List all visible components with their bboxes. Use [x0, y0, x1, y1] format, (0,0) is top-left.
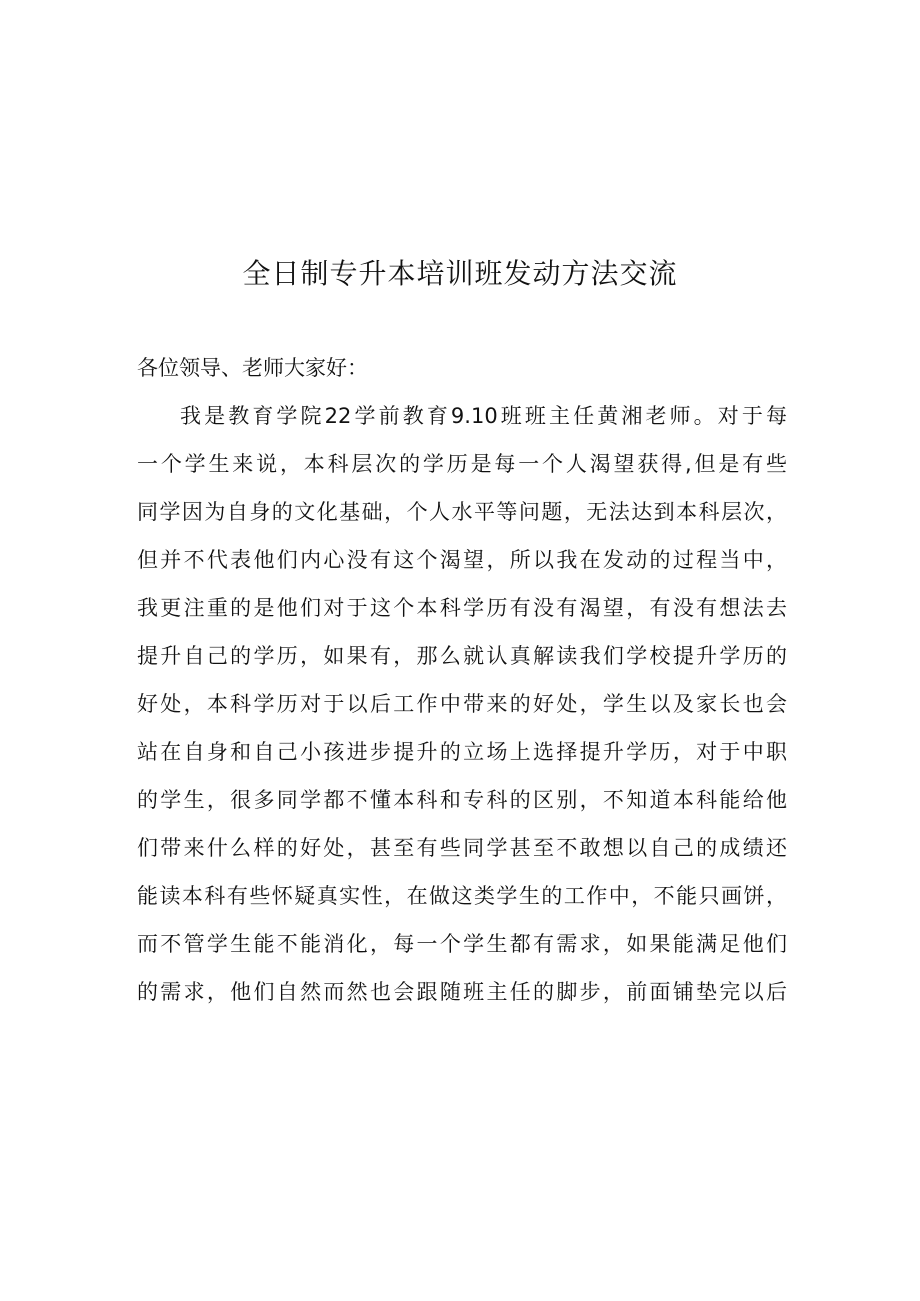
document-title: 全日制专升本培训班发动方法交流 [242, 257, 678, 290]
body-line: 提升自己的学历，如果有，那么就认真解读我们学校提升学历的 [137, 644, 787, 668]
body-line: 好处，本科学历对于以后工作中带来的好处，学生以及家长也会 [137, 692, 787, 716]
body-line: 能读本科有些怀疑真实性，在做这类学生的工作中，不能只画饼， [137, 884, 787, 908]
body-line: 们带来什么样的好处，甚至有些同学甚至不敢想以自己的成绩还 [137, 836, 787, 860]
body-line: 的需求，他们自然而然也会跟随班主任的脚步，前面铺垫完以后 [137, 980, 787, 1004]
body-line: 但并不代表他们内心没有这个渴望，所以我在发动的过程当中， [137, 548, 787, 572]
body-line: 站在自身和自己小孩进步提升的立场上选择提升学历，对于中职 [137, 740, 787, 764]
greeting-line: 各位领导、老师大家好： [137, 356, 368, 380]
body-line: 的学生，很多同学都不懂本科和专科的区别，不知道本科能给他 [137, 788, 787, 812]
body-line: 我是教育学院22学前教育9.10班班主任黄湘老师。对于每 [180, 404, 787, 428]
body-line: 我更注重的是他们对于这个本科学历有没有渴望，有没有想法去 [137, 596, 787, 620]
body-line: 同学因为自身的文化基础，个人水平等问题，无法达到本科层次， [137, 500, 787, 524]
body-line: 而不管学生能不能消化，每一个学生都有需求，如果能满足他们 [137, 932, 787, 956]
body-line: 一个学生来说，本科层次的学历是每一个人渴望获得,但是有些 [137, 452, 787, 476]
